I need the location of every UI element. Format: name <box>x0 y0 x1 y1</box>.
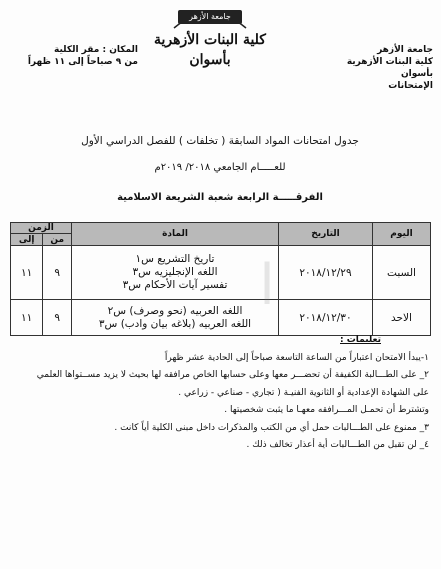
table-row <box>11 300 431 336</box>
subject-item: اللغه العربيه (بلاغه بيان وادب) س٣ <box>98 317 252 330</box>
header-from: من <box>43 234 72 246</box>
row-to: ١١ <box>11 246 43 300</box>
instruction-item: ٤_ لن تقبل من الطـــالبات أية أعذار تخالف ذلك . <box>246 440 429 450</box>
class-division: الفرقـــــة الرابعة شعبة الشريعة الاسلامية <box>117 192 323 203</box>
header-subject: المادة <box>72 223 279 246</box>
logo-banner: جامعة الأزهر <box>178 10 242 24</box>
row-to: ١١ <box>11 300 43 336</box>
row-day: الاحد <box>373 300 431 336</box>
row-day: السبت <box>373 246 431 300</box>
watermark: ا <box>259 253 275 318</box>
header-time: من ٩ صباحاً إلى ١١ ظهراً <box>27 57 138 67</box>
row-from: ٩ <box>43 300 72 336</box>
header-time: الزمن <box>11 223 72 234</box>
header-date: التاريخ <box>279 223 373 246</box>
header-department: الإمتحانات <box>388 81 433 91</box>
instruction-item: على الشهادة الإعدادية أو الثانوية الفنيـة ( تجاري - صناعي - زراعي . <box>178 387 429 398</box>
header-college: كلية البنات الأزهرية بأسوان <box>346 57 433 79</box>
college-logo <box>150 4 270 74</box>
header-day: اليوم <box>373 223 431 246</box>
schedule-title: جدول امتحانات المواد السابقة ( تخلفات ) للفصل الدراسي الأول <box>81 135 359 147</box>
subject-item: اللغه العربيه (نحو وصرف) س٢ <box>107 304 243 317</box>
row-date: ٢٠١٨/١٢/٢٩ <box>279 246 373 300</box>
instructions-heading: تعليمات : <box>340 335 381 345</box>
instruction-item: ٣_ ممنوع على الطـــالبات حمل أي من الكتب والمذكرات داخل مبنى الكلية أياً كانت . <box>114 422 429 433</box>
academic-year: للعـــــام الجامعي ٢٠١٨/ ٢٠١٩م <box>154 162 286 173</box>
instruction-item: ١-يبدأ الامتحان اعتباراً من الساعة التاسعة صباحاً إلى الحادية عشر ظهراً <box>164 352 429 363</box>
table-header-row <box>11 223 431 234</box>
header-institution-block <box>313 44 433 92</box>
header-location-block <box>8 44 138 68</box>
logo-text: كلية البنات الأزهرية بأسوان <box>154 32 266 68</box>
instruction-item: وتشترط أن تحمـل المـــرافقه معهـا ما يثبت شخصيتها . <box>224 405 429 415</box>
subject-item: تاريخ التشريع س١ <box>135 253 215 265</box>
header-to: إلى <box>11 234 43 246</box>
header-location: المكان : مقر الكلية <box>54 45 138 55</box>
subject-item: تفسير آيات الأحكام س٣ <box>122 279 228 291</box>
exam-table <box>10 222 431 336</box>
row-from: ٩ <box>43 246 72 300</box>
table-row <box>11 246 431 300</box>
instructions <box>11 332 429 455</box>
row-date: ٢٠١٨/١٢/٣٠ <box>279 300 373 336</box>
instruction-item: ٢_ على الطـــالبة الكفيفة أن تحضـــر معها وعلى حسابها الخاص مرافقه لها بحيث لا يزيد مســتواها العلمي <box>36 370 429 380</box>
subject-item: اللغه الإنجليزيه س٣ <box>132 266 218 278</box>
header-university: جامعة الأزهر <box>377 45 433 55</box>
